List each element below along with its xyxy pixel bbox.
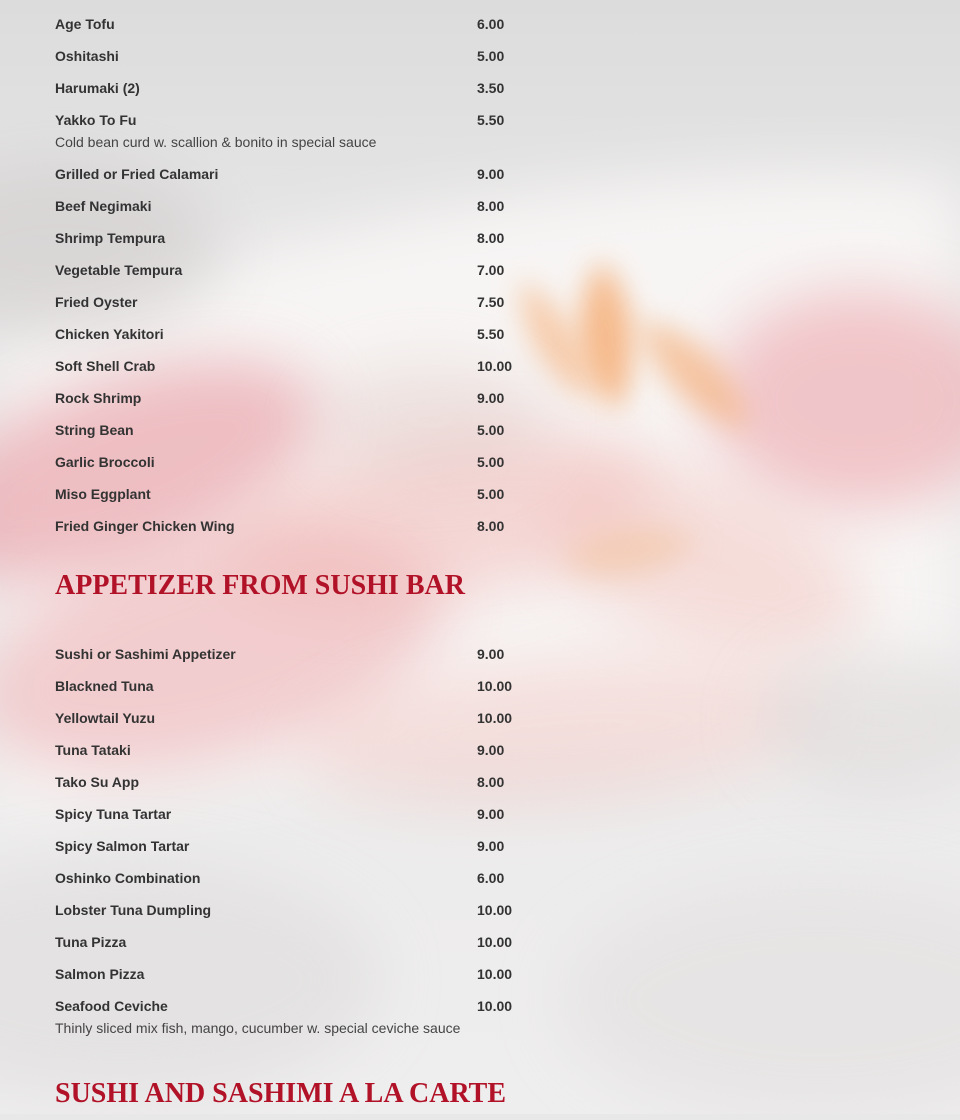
menu-item-price: 5.50 (477, 112, 505, 128)
menu-item (55, 698, 935, 730)
menu-item-description: Thinly sliced mix fish, mango, cucumber w. special ceviche sauce (55, 1020, 461, 1036)
menu-item (55, 890, 935, 922)
menu-item-name: Vegetable Tempura (55, 262, 183, 278)
menu-item-description: Cold bean curd w. scallion & bonito in special sauce (55, 134, 377, 150)
menu-item-name: Seafood Ceviche (55, 998, 168, 1014)
menu-item-name: Rock Shrimp (55, 390, 142, 406)
menu-item-price: 8.00 (477, 230, 505, 246)
menu-item-name: Shrimp Tempura (55, 230, 166, 246)
menu-item (55, 100, 935, 154)
menu-item-name: Oshinko Combination (55, 870, 201, 886)
menu-item-name: Tuna Tataki (55, 742, 131, 758)
menu-item-price: 10.00 (477, 358, 513, 374)
menu-section-appetizers (55, 4, 935, 538)
menu-item (55, 378, 935, 410)
menu-item (55, 474, 935, 506)
menu-item-price: 5.00 (477, 48, 505, 64)
menu-item-name: Fried Ginger Chicken Wing (55, 518, 235, 534)
menu-item-price: 5.50 (477, 326, 505, 342)
menu-item-price: 9.00 (477, 166, 505, 182)
menu-item-name: Grilled or Fried Calamari (55, 166, 219, 182)
section-heading-sushi-sashimi-a-la-carte (55, 1040, 935, 1120)
menu-item-name: Chicken Yakitori (55, 326, 164, 342)
menu-item-name: Oshitashi (55, 48, 119, 64)
section-title: APPETIZER FROM SUSHI BAR (55, 570, 465, 601)
section-title: SUSHI AND SASHIMI A LA CARTE (55, 1078, 507, 1109)
menu-item-price: 5.00 (477, 422, 505, 438)
menu-item (55, 218, 935, 250)
menu-item (55, 154, 935, 186)
menu-item (55, 4, 935, 36)
menu-item-name: Miso Eggplant (55, 486, 151, 502)
menu-item (55, 250, 935, 282)
menu-item-name: Tako Su App (55, 774, 139, 790)
menu-item-price: 6.00 (477, 16, 505, 32)
menu-item-name: Beef Negimaki (55, 198, 152, 214)
menu-item-name: Spicy Tuna Tartar (55, 806, 172, 822)
menu-item-price: 8.00 (477, 774, 505, 790)
menu-item (55, 730, 935, 762)
menu-item (55, 282, 935, 314)
menu-item (55, 986, 935, 1040)
menu-item (55, 314, 935, 346)
menu-item-price: 9.00 (477, 390, 505, 406)
menu-item (55, 794, 935, 826)
menu-content (55, 0, 935, 1120)
menu-item (55, 954, 935, 986)
menu-item (55, 666, 935, 698)
menu-item-name: Spicy Salmon Tartar (55, 838, 190, 854)
menu-item-price: 7.50 (477, 294, 505, 310)
menu-item (55, 68, 935, 100)
menu-item-price: 7.00 (477, 262, 505, 278)
menu-item-price: 8.00 (477, 518, 505, 534)
menu-item-price: 9.00 (477, 742, 505, 758)
menu-item (55, 762, 935, 794)
menu-item-name: Tuna Pizza (55, 934, 127, 950)
section-heading-sushi-bar-appetizer (55, 538, 935, 634)
menu-item-name: Yellowtail Yuzu (55, 710, 156, 726)
menu-item-price: 8.00 (477, 198, 505, 214)
menu-item-price: 10.00 (477, 902, 513, 918)
menu-item-price: 9.00 (477, 646, 505, 662)
menu-item (55, 442, 935, 474)
menu-item (55, 186, 935, 218)
menu-item-price: 9.00 (477, 838, 505, 854)
menu-item-name: Yakko To Fu (55, 112, 137, 128)
menu-item-name: Harumaki (2) (55, 80, 140, 96)
menu-section-sushi-bar-appetizers (55, 634, 935, 1040)
menu-item-name: Sushi or Sashimi Appetizer (55, 646, 236, 662)
menu-item (55, 858, 935, 890)
menu-item-price: 10.00 (477, 998, 513, 1014)
menu-item-price: 10.00 (477, 934, 513, 950)
menu-item (55, 506, 935, 538)
menu-item (55, 410, 935, 442)
menu-item-price: 3.50 (477, 80, 505, 96)
menu-item-name: Age Tofu (55, 16, 115, 32)
menu-item-price: 9.00 (477, 806, 505, 822)
menu-item-price: 10.00 (477, 710, 513, 726)
menu-item-name: Blackned Tuna (55, 678, 154, 694)
menu-item (55, 826, 935, 858)
menu-item-name: String Bean (55, 422, 134, 438)
menu-item-name: Garlic Broccoli (55, 454, 155, 470)
menu-item (55, 634, 935, 666)
menu-item (55, 36, 935, 68)
menu-item-price: 10.00 (477, 678, 513, 694)
menu-item-name: Fried Oyster (55, 294, 138, 310)
menu-item-price: 5.00 (477, 454, 505, 470)
menu-item-name: Lobster Tuna Dumpling (55, 902, 212, 918)
menu-item-price: 6.00 (477, 870, 505, 886)
menu-item-name: Soft Shell Crab (55, 358, 156, 374)
menu-item-name: Salmon Pizza (55, 966, 145, 982)
menu-item (55, 922, 935, 954)
menu-item (55, 346, 935, 378)
menu-item-price: 10.00 (477, 966, 513, 982)
menu-item-price: 5.00 (477, 486, 505, 502)
